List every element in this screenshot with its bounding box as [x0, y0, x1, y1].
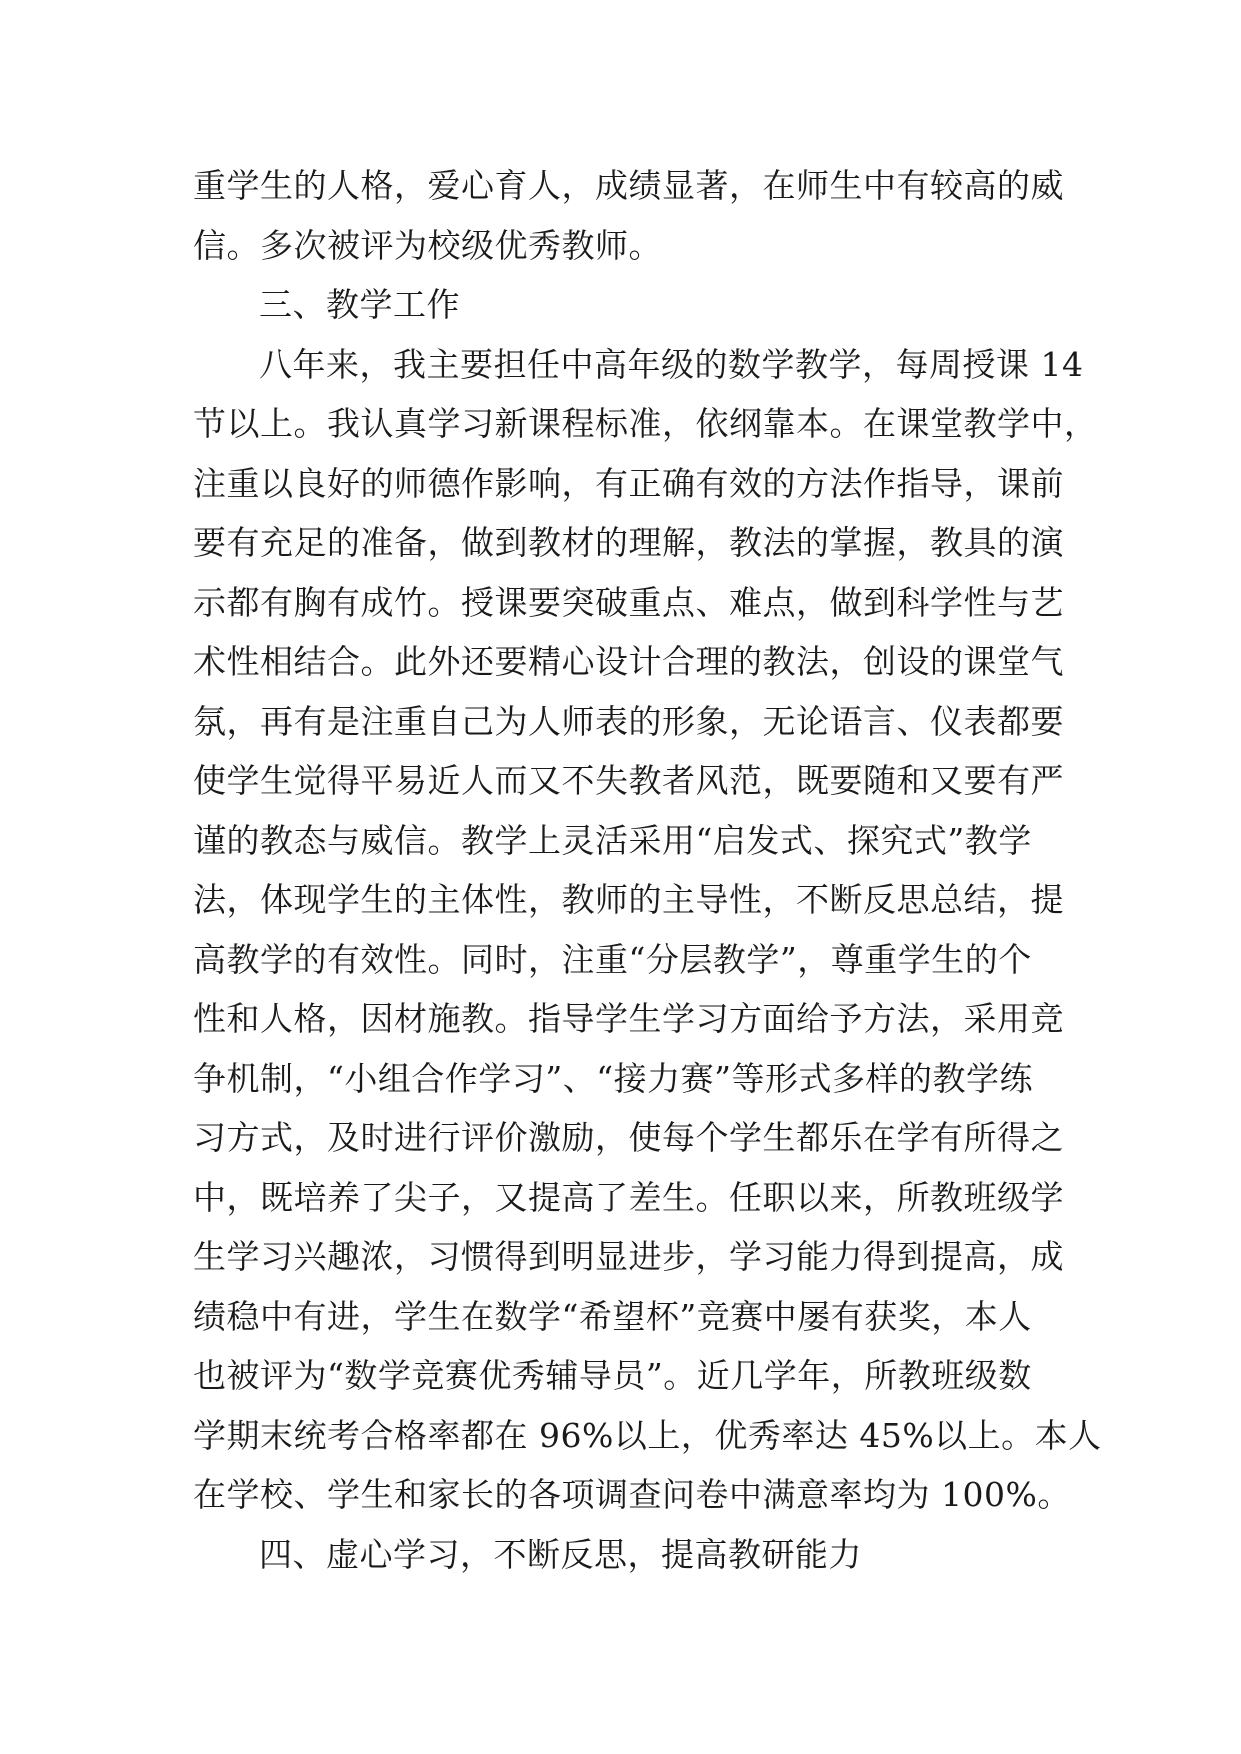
text-line: 谨的教态与威信。教学上灵活采用“启发式、探究式”教学	[193, 820, 1032, 860]
text-line: 节以上。我认真学习新课程标准，依纲靠本。在课堂教学中，	[193, 404, 1098, 443]
text-line: 术性相结合。此外还要精心设计合理的教法，创设的课堂气	[193, 642, 1064, 681]
text-line: 高教学的有效性。同时，注重“分层教学”，尊重学生的个	[193, 939, 1032, 979]
section-heading: 四、虚心学习，不断反思，提高教研能力	[259, 1534, 862, 1574]
text-line: 信。多次被评为校级优秀教师。	[193, 225, 662, 265]
text-line: 使学生觉得平易近人而又不失教者风范，既要随和又要有严	[193, 761, 1064, 800]
text-line: 性和人格，因材施教。指导学生学习方面给予方法，采用竞	[193, 999, 1064, 1038]
text-line: 习方式，及时进行评价激励，使每个学生都乐在学有所得之	[193, 1118, 1064, 1157]
text-line: 重学生的人格，爱心育人，成绩显著，在师生中有较高的威	[193, 166, 1064, 205]
text-line: 注重以良好的师德作影响，有正确有效的方法作指导，课前	[193, 463, 1064, 503]
text-line: 在学校、学生和家长的各项调查问卷中满意率均为 100%。	[193, 1475, 1071, 1514]
text-line: 中，既培养了尖子，又提高了差生。任职以来，所教班级学	[193, 1177, 1064, 1217]
text-line: 生学习兴趣浓，习惯得到明显进步，学习能力得到提高，成	[193, 1237, 1064, 1276]
paragraph-first-line: 八年来，我主要担任中高年级的数学教学，每周授课 14	[259, 344, 1084, 384]
text-line: 要有充足的准备，做到教材的理解，教法的掌握，教具的演	[193, 523, 1064, 562]
text-line: 法，体现学生的主体性，教师的主导性，不断反思总结，提	[193, 880, 1064, 919]
section-heading: 三、教学工作	[259, 285, 460, 324]
text-line: 示都有胸有成竹。授课要突破重点、难点，做到科学性与艺	[193, 582, 1064, 622]
text-line: 也被评为“数学竞赛优秀辅导员”。近几学年，所教班级数	[193, 1356, 1032, 1395]
text-line: 争机制，“小组合作学习”、“接力赛”等形式多样的教学练	[193, 1058, 1033, 1098]
text-line: 学期末统考合格率都在 96%以上，优秀率达 45%以上。本人	[193, 1415, 1102, 1455]
document-body	[193, 166, 1102, 1594]
text-line: 氛，再有是注重自己为人师表的形象，无论语言、仪表都要	[193, 701, 1064, 741]
text-line: 绩稳中有进，学生在数学“希望杯”竞赛中屡有获奖，本人	[193, 1296, 1032, 1336]
